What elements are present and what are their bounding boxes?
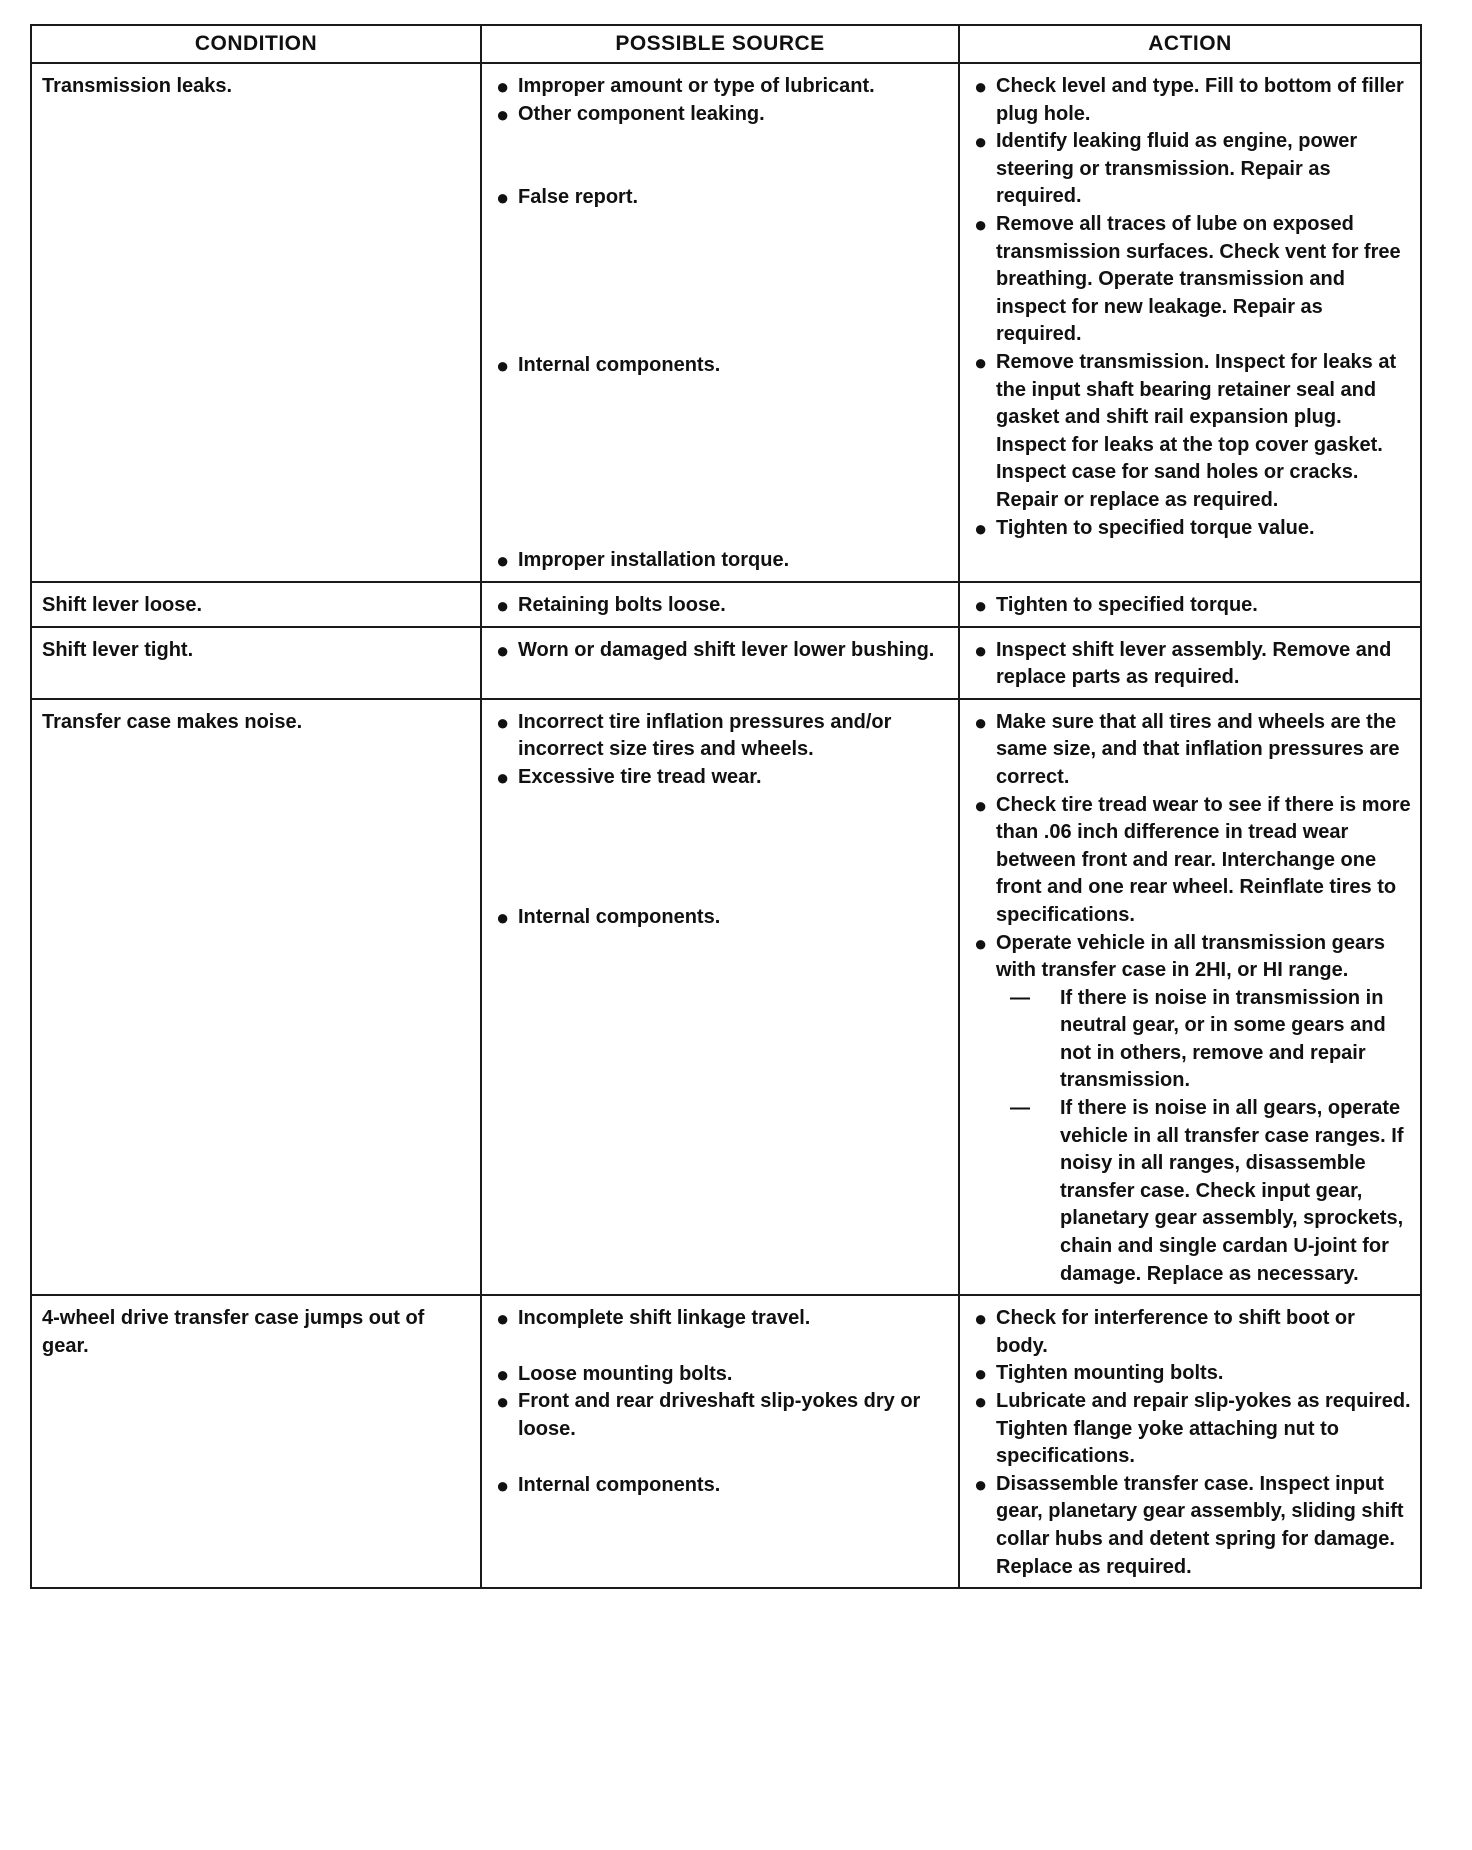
bullet-icon: ● bbox=[974, 1361, 988, 1387]
list-item: ● Make sure that all tires and wheels are the same size, and that inflation pressures are correct. bbox=[970, 709, 1412, 792]
bullet-icon: ● bbox=[974, 930, 988, 956]
bullet-icon: ● bbox=[974, 349, 988, 375]
condition-text: Transfer case makes noise. bbox=[42, 710, 303, 733]
list-item: ● Remove transmission. Inspect for leaks at the input shaft bearing retainer seal and gasket and shift rail expansion plug. Inspect for leaks at the top cover gasket. Inspect case for sand holes or cracks. Repair or replace as required. bbox=[970, 349, 1412, 515]
bullet-icon: ● bbox=[974, 211, 988, 237]
bullet-icon: ● bbox=[496, 592, 510, 618]
header-possible-source: POSSIBLE SOURCE bbox=[481, 25, 959, 63]
bullet-icon: ● bbox=[496, 101, 510, 127]
header-condition: CONDITION bbox=[31, 25, 481, 63]
list-item: ● Incorrect tire inflation pressures and/or incorrect size tires and wheels. bbox=[492, 709, 950, 764]
bullet-icon: ● bbox=[974, 709, 988, 735]
list-item: ● Remove all traces of lube on exposed transmission surfaces. Check vent for free breathing. Operate transmission and inspect for new leakage. Repair as required. bbox=[970, 211, 1412, 349]
action-cell bbox=[959, 627, 1421, 699]
list-item: ● Identify leaking fluid as engine, power steering or transmission. Repair as required. bbox=[970, 128, 1412, 211]
list-item: ● Worn or damaged shift lever lower bushing. bbox=[492, 637, 950, 665]
sub-list-item: — If there is noise in transmission in neutral gear, or in some gears and not in others, remove and repair transmission. bbox=[1010, 985, 1412, 1095]
list-item: ● Check level and type. Fill to bottom of filler plug hole. bbox=[970, 73, 1412, 128]
list-item: ● Check for interference to shift boot or body. bbox=[970, 1305, 1412, 1360]
source-cell bbox=[481, 63, 959, 582]
list-item: ● Excessive tire tread wear. bbox=[492, 764, 950, 792]
dash-icon: — bbox=[1010, 1097, 1030, 1120]
list-item: ● Operate vehicle in all transmission gears with transfer case in 2HI, or HI range. bbox=[970, 930, 1412, 985]
list-item: ● Incomplete shift linkage travel. bbox=[492, 1305, 950, 1333]
list-item: ● Front and rear driveshaft slip-yokes dry or loose. bbox=[492, 1388, 950, 1443]
bullet-icon: ● bbox=[496, 709, 510, 735]
dash-icon: — bbox=[1010, 986, 1030, 1009]
bullet-icon: ● bbox=[974, 1306, 988, 1332]
bullet-icon: ● bbox=[496, 1472, 510, 1498]
list-item: ● Retaining bolts loose. bbox=[492, 592, 950, 620]
bullet-icon: ● bbox=[974, 1471, 988, 1497]
table-row bbox=[31, 699, 1421, 1295]
source-cell bbox=[481, 1295, 959, 1588]
table-row bbox=[31, 582, 1421, 627]
list-item: ● Internal components. bbox=[492, 352, 950, 380]
bullet-icon: ● bbox=[496, 352, 510, 378]
header-row bbox=[31, 25, 1421, 63]
bullet-icon: ● bbox=[496, 1306, 510, 1332]
bullet-icon: ● bbox=[974, 637, 988, 663]
condition-cell bbox=[31, 63, 481, 582]
condition-text: Transmission leaks. bbox=[42, 75, 233, 97]
bullet-icon: ● bbox=[974, 74, 988, 99]
list-item: ● Tighten to specified torque value. bbox=[970, 515, 1412, 543]
condition-cell bbox=[31, 582, 481, 627]
bullet-icon: ● bbox=[974, 515, 988, 541]
bullet-icon: ● bbox=[496, 764, 510, 790]
list-item: ● Improper installation torque. bbox=[492, 547, 950, 575]
bullet-icon: ● bbox=[496, 74, 510, 99]
condition-text: Shift lever tight. bbox=[42, 638, 194, 661]
list-item: ● Check tire tread wear to see if there is more than .06 inch difference in tread wear between front and rear. Interchange one front and one rear wheel. Reinflate tires to specifications. bbox=[970, 792, 1412, 930]
action-cell bbox=[959, 582, 1421, 627]
condition-text: Shift lever loose. bbox=[42, 593, 203, 616]
list-item: ● Lubricate and repair slip-yokes as required. Tighten flange yoke attaching nut to specifications. bbox=[970, 1388, 1412, 1471]
condition-cell bbox=[31, 699, 481, 1295]
list-item: ● Internal components. bbox=[492, 904, 950, 932]
bullet-icon: ● bbox=[974, 1389, 988, 1414]
bullet-icon: ● bbox=[496, 185, 510, 211]
bullet-icon: ● bbox=[496, 904, 510, 930]
header-action: ACTION bbox=[959, 25, 1421, 63]
bullet-icon: ● bbox=[496, 1389, 510, 1415]
bullet-icon: ● bbox=[496, 548, 510, 574]
source-cell bbox=[481, 582, 959, 627]
list-item: ● Internal components. bbox=[492, 1472, 950, 1500]
list-item: ● Tighten mounting bolts. bbox=[970, 1360, 1412, 1388]
list-item: ● Tighten to specified torque. bbox=[970, 592, 1412, 620]
table-row bbox=[31, 627, 1421, 699]
source-cell bbox=[481, 627, 959, 699]
sub-list-item: — If there is noise in all gears, operate vehicle in all transfer case ranges. If noisy in all ranges, disassemble transfer case. Check input gear, planetary gear assembly, sprockets, chain and single cardan U-joint for damage. Replace as necessary. bbox=[1010, 1095, 1412, 1288]
bullet-icon: ● bbox=[496, 637, 510, 663]
action-cell bbox=[959, 63, 1421, 582]
list-item: ● Inspect shift lever assembly. Remove and replace parts as required. bbox=[970, 637, 1412, 692]
bullet-icon: ● bbox=[974, 592, 988, 618]
action-cell bbox=[959, 699, 1421, 1295]
table-row bbox=[31, 63, 1421, 582]
source-cell bbox=[481, 699, 959, 1295]
bullet-icon: ● bbox=[974, 792, 988, 818]
list-item: ● Loose mounting bolts. bbox=[492, 1361, 950, 1389]
table-row bbox=[31, 1295, 1421, 1588]
list-item: ● Other component leaking. bbox=[492, 101, 950, 129]
bullet-icon: ● bbox=[974, 129, 988, 155]
action-cell bbox=[959, 1295, 1421, 1588]
list-item: ● Disassemble transfer case. Inspect input gear, planetary gear assembly, sliding shift collar hubs and detent spring for damage. Replace as required. bbox=[970, 1471, 1412, 1581]
bullet-icon: ● bbox=[496, 1361, 510, 1387]
list-item: ● False report. bbox=[492, 184, 950, 212]
condition-cell bbox=[31, 627, 481, 699]
condition-cell bbox=[31, 1295, 481, 1588]
diagnosis-table bbox=[30, 24, 1422, 1589]
condition-text: 4-wheel drive transfer case jumps out of gear. bbox=[42, 1307, 425, 1357]
list-item: ● Improper amount or type of lubricant. bbox=[492, 73, 950, 101]
